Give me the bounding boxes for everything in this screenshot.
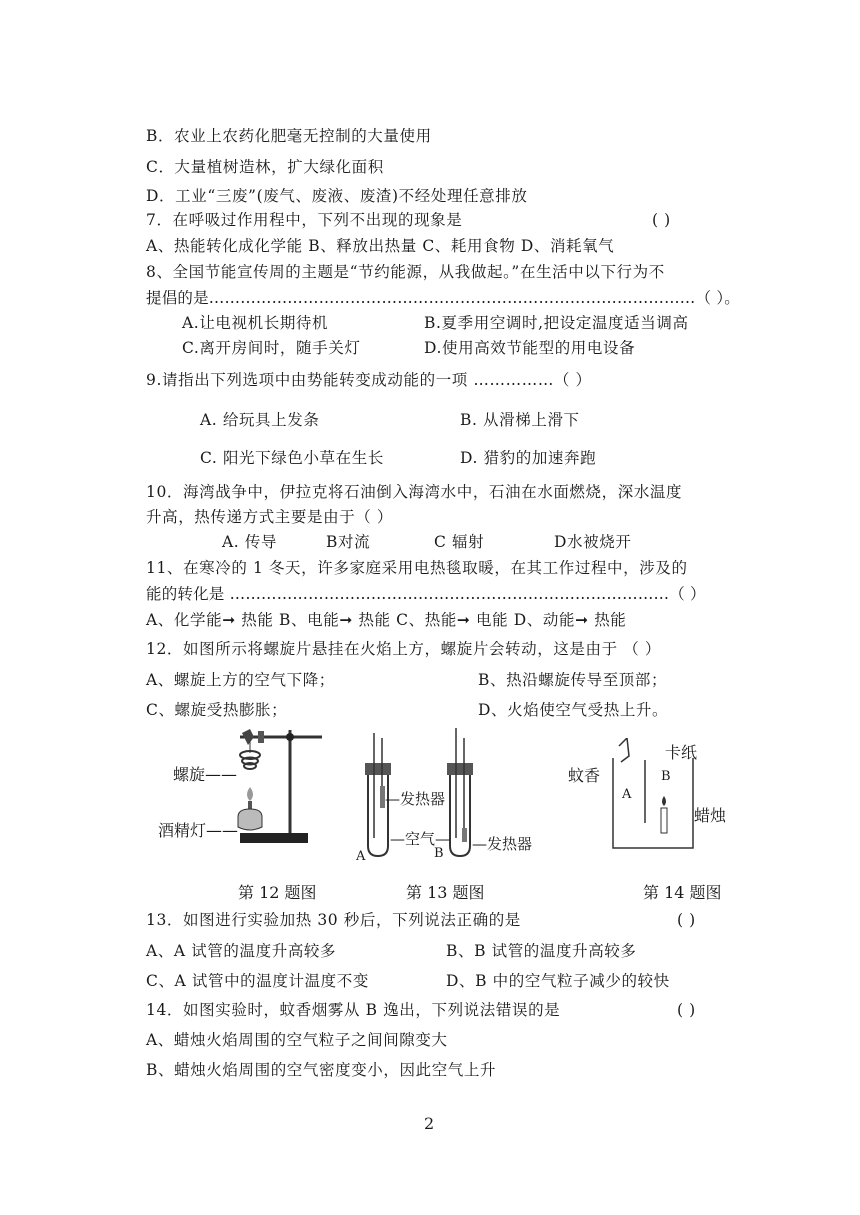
answer-paren-7: ( ) [652, 211, 671, 229]
question-9: 9.请指出下列选项中由势能转变成动能的一项 ……………（ ） [146, 371, 592, 389]
option-14a: A、蜡烛火焰周围的空气粒子之间间隙变大 [146, 1031, 448, 1049]
question-10-line1: 10．海湾战争中，伊拉克将石油倒入海湾水中，石油在水面燃烧，深水温度 [146, 483, 683, 501]
coil-label: 蚊香 [568, 766, 601, 785]
question-10-line2: 升高，热传递方式主要是由于（ ） [146, 508, 394, 526]
candle-label: 蜡烛 [694, 806, 727, 825]
option-c-line: C．大量植树造林，扩大绿化面积 [146, 158, 384, 176]
option-9d: D. 猎豹的加速奔跑 [460, 449, 597, 467]
question-7: 7．在呼吸过作用程中，下列不出现的现象是 [146, 211, 463, 229]
page-number: 2 [424, 1114, 435, 1133]
question-8-line1: 8、全国节能宣传周的主题是“节约能源，从我做起。”在生活中以下行为不 [146, 263, 665, 281]
option-12a: A、螺旋上方的空气下降； [146, 671, 335, 689]
options-7: A、热能转化成化学能 B、释放出热量 C、耗用食物 D、消耗氧气 [146, 237, 615, 255]
caption-fig-12: 第 12 题图 [238, 883, 317, 902]
option-8b: B.夏季用空调时,把设定温度适当调高 [424, 314, 689, 332]
option-10c: C 辐射 [434, 533, 485, 551]
tube-b-label: B [434, 846, 444, 861]
option-13d: D、B 中的空气粒子减少的较快 [446, 972, 670, 990]
question-11-line1: 11、在寒冷的 1 冬天，许多家庭采用电热毯取暖，在其工作过程中，涉及的 [146, 559, 688, 577]
caption-fig-13: 第 13 题图 [406, 883, 485, 902]
label-a: A [622, 787, 632, 802]
option-10b: B对流 [326, 533, 371, 551]
question-13: 13．如图进行实验加热 30 秒后，下列说法正确的是 [146, 911, 521, 929]
card-label: 卡纸 [665, 743, 698, 762]
answer-paren-14: ( ) [677, 1001, 696, 1019]
option-8d: D.使用高效节能型的用电设备 [424, 339, 636, 357]
question-11-line2: 能的转化是 …………………………………………………………………………（ ） [146, 585, 706, 603]
answer-paren-13: ( ) [677, 911, 696, 929]
question-12: 12．如图所示将螺旋片悬挂在火焰上方，螺旋片会转动，这是由于 （ ） [146, 640, 661, 658]
option-d-line: D．工业“三废”(废气、废液、废渣)不经处理任意排放 [146, 187, 528, 205]
option-14b: B、蜡烛火焰周围的空气密度变小，因此空气上升 [146, 1061, 497, 1079]
option-12b: B、热沿螺旋传导至顶部； [478, 671, 668, 689]
option-10a: A. 传导 [222, 533, 278, 551]
option-9b: B. 从滑梯上滑下 [460, 411, 580, 429]
heater-label-b: —发热器 [472, 835, 533, 853]
caption-fig-14: 第 14 题图 [643, 883, 722, 902]
option-13a: A、A 试管的温度升高较多 [146, 942, 337, 960]
option-12c: C、螺旋受热膨胀； [146, 701, 288, 719]
option-8a: A.让电视机长期待机 [182, 314, 329, 332]
option-10d: D水被烧开 [554, 533, 632, 551]
question-14: 14．如图实验时，蚊香烟雾从 B 逸出，下列说法错误的是 [146, 1001, 561, 1019]
option-12d: D、火焰使空气受热上升。 [478, 701, 669, 719]
options-11: A、化学能➞ 热能 B、电能➞ 热能 C、热能➞ 电能 D、动能➞ 热能 [146, 611, 627, 629]
option-9c: C. 阳光下绿色小草在生长 [200, 449, 384, 467]
air-label: —空气— [390, 830, 451, 848]
label-b: B [661, 769, 671, 784]
option-13c: C、A 试管中的温度计温度不变 [146, 972, 369, 990]
option-9a: A. 给玩具上发条 [200, 411, 320, 429]
option-13b: B、B 试管的温度升高较多 [446, 942, 637, 960]
heater-label-a: —发热器 [385, 790, 446, 808]
tube-a-label: A [356, 849, 366, 864]
spiral-label: 螺旋—— [173, 765, 238, 784]
option-b-line: B．农业上农药化肥毫无控制的大量使用 [146, 127, 432, 145]
lamp-label: 酒精灯—— [158, 821, 239, 840]
question-8-line2: 提倡的是…………………………………………………………………………………（ ）。 [146, 289, 740, 307]
option-8c: C.离开房间时，随手关灯 [182, 339, 361, 357]
figure-12-apparatus [230, 725, 330, 850]
